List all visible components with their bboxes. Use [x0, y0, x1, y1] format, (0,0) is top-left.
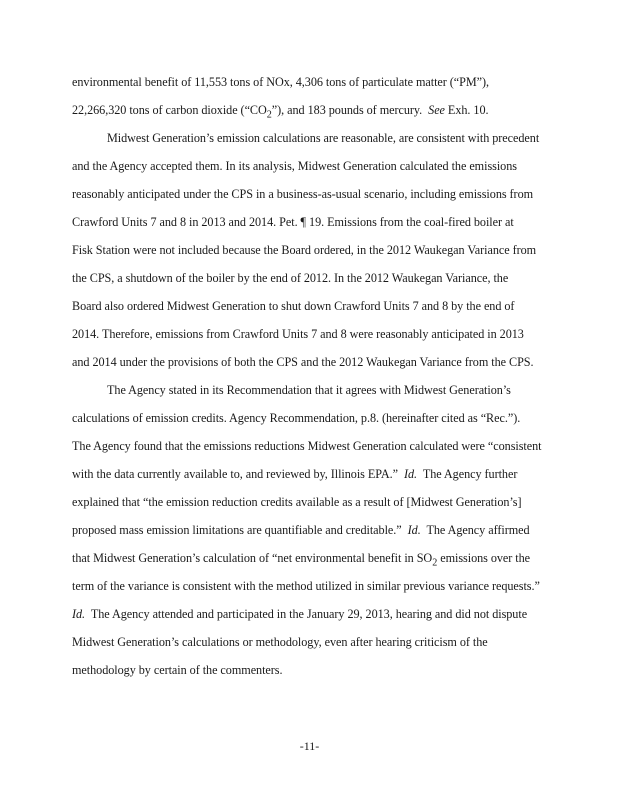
body-line: reasonably anticipated under the CPS in a business-as-usual scenario, including emissions from: [72, 187, 534, 201]
text-run: proposed mass emission limitations are quantifiable and creditable.”: [72, 523, 402, 537]
body-line: and 2014 under the provisions of both the CPS and the 2012 Waukegan Variance from the CPS.: [72, 355, 534, 369]
citation-id: Id.: [407, 523, 421, 537]
text-run: The Agency further: [422, 467, 518, 481]
citation-id: Id.: [403, 467, 418, 481]
text-run: Exh. 10.: [447, 103, 489, 117]
text-run: ”), and 183 pounds of mercury.: [271, 103, 423, 117]
citation-id: Id.: [72, 607, 86, 621]
body-line: explained that “the emission reduction credits available as a result of [Midwest Generation’s]: [72, 495, 522, 509]
body-line: calculations of emission credits. Agency Recommendation, p.8. (hereinafter cited as “Rec.”).: [72, 411, 521, 425]
body-line: The Agency found that the emissions reductions Midwest Generation calculated were “consistent: [72, 439, 542, 453]
subscript: 2: [266, 109, 272, 121]
body-line: term of the variance is consistent with the method utilized in similar previous variance requests.”: [72, 579, 540, 593]
body-line: Midwest Generation’s calculations or methodology, even after hearing criticism of the: [72, 635, 488, 649]
body-line: Board also ordered Midwest Generation to shut down Crawford Units 7 and 8 by the end of: [72, 299, 515, 313]
body-line: [72, 103, 488, 122]
citation-signal: See: [428, 103, 445, 117]
text-run: with the data currently available to, and reviewed by, Illinois EPA.”: [72, 467, 398, 481]
body-line: [72, 551, 530, 570]
text-run: The Agency attended and participated in the January 29, 2013, hearing and did not dispute: [90, 607, 528, 621]
body-line: Fisk Station were not included because the Board ordered, in the 2012 Waukegan Variance from: [72, 243, 537, 257]
body-line: [72, 523, 530, 537]
body-line: 2014. Therefore, emissions from Crawford Units 7 and 8 were reasonably anticipated in 2013: [72, 327, 524, 341]
body-line: [72, 467, 517, 481]
page-number: -11-: [299, 739, 320, 753]
body-line: Midwest Generation’s emission calculations are reasonable, are consistent with precedent: [107, 131, 540, 145]
text-run: The Agency affirmed: [426, 523, 530, 537]
body-line: and the Agency accepted them. In its analysis, Midwest Generation calculated the emissions: [72, 159, 517, 173]
text-run: emissions over the: [440, 551, 531, 565]
body-line: environmental benefit of 11,553 tons of NOx, 4,306 tons of particulate matter (“PM”),: [72, 75, 490, 89]
body-line: methodology by certain of the commenters.: [72, 663, 283, 677]
body-line: Crawford Units 7 and 8 in 2013 and 2014. Pet. ¶ 19. Emissions from the coal-fired boiler at: [72, 215, 514, 229]
body-line: the CPS, a shutdown of the boiler by the end of 2012. In the 2012 Waukegan Variance, the: [72, 271, 509, 285]
text-run: 22,266,320 tons of carbon dioxide (“CO: [72, 103, 267, 117]
body-line: [72, 607, 527, 621]
subscript: 2: [432, 557, 438, 569]
body-line: The Agency stated in its Recommendation that it agrees with Midwest Generation’s: [107, 383, 511, 397]
text-run: that Midwest Generation’s calculation of “net environmental benefit in SO: [72, 551, 433, 565]
